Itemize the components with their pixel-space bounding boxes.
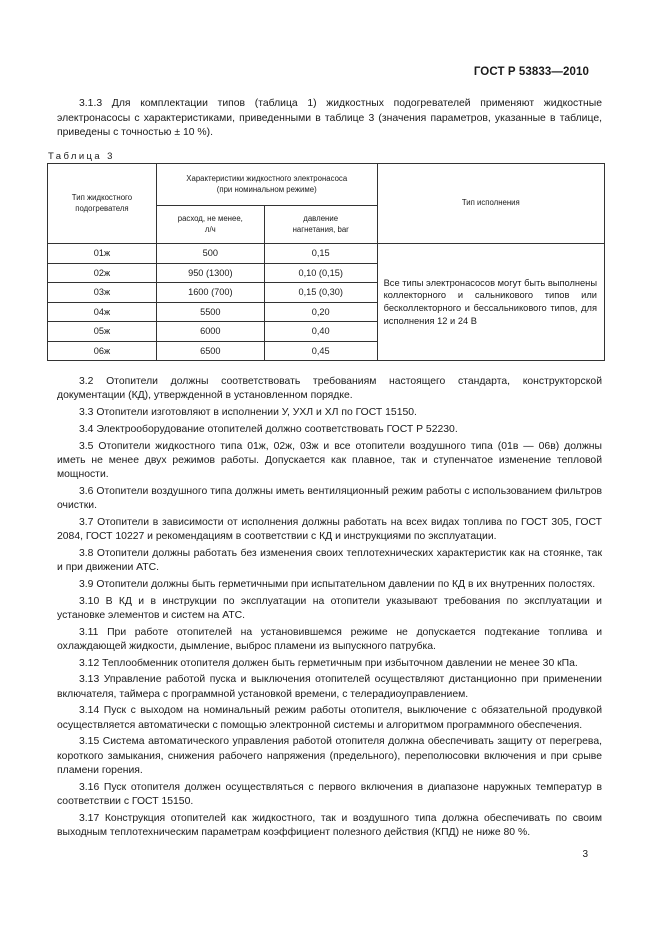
cell-type: 06ж [48,341,157,361]
paragraph-3-5: 3.5 Отопители жидкостного типа 01ж, 02ж, 03ж и все отопители воздушного типа (01в — 06в) должны иметь не менее двух режимов работы. Допускается как плавное, так и ступенчатое изменение тепловой мощности. [57,440,602,480]
col-execution-type: Тип исполнения [377,164,604,244]
cell-type: 03ж [48,283,157,303]
col-heater-type: Тип жидкостного подогревателя [48,164,157,244]
cell-flow: 6000 [156,322,264,342]
page-number: 3 [582,849,588,860]
paragraph-3-8: 3.8 Отопители должны работать без изменения своих теплотехнических характеристик как на стоянке, так и при движении АТС. [57,547,602,573]
paragraph-3-2: 3.2 Отопители должны соответствовать требованиям настоящего стандарта, конструкторской документации (КД), утвержденной в установленном порядке. [57,376,602,402]
cell-pressure: 0,45 [264,341,377,361]
paragraph-3-3: 3.3 Отопители изготовляют в исполнении У, УХЛ и ХЛ по ГОСТ 15150. [79,407,417,418]
paragraph-3-14: 3.14 Пуск с выходом на номинальный режим работы отопителя, выключение с обязательной продувкой осуществляется автоматически с помощью электронной системы и алгоритмом программного обеспечения. [57,705,602,731]
cell-flow: 5500 [156,302,264,322]
paragraph-3-4: 3.4 Электрооборудование отопителей должно соответствовать ГОСТ Р 52230. [79,423,458,435]
cell-flow: 500 [156,244,264,264]
paragraph-3-12: 3.12 Теплообменник отопителя должен быть герметичным при избыточном давлении не менее 30 кПа. [79,657,578,669]
intro-paragraph: 3.1.3 Для комплектации типов (таблица 1) жидкостных подогревателей применяют жидкостные электронасосы с характеристиками, приведенными в таблице 3 (значения параметров, указанные в таблице, приведены с точностью ± 10 %). [57,98,602,139]
paragraph-3-16: 3.16 Пуск отопителя должен осуществляться с первого включения в диапазоне наружных температур в соответствии с ГОСТ 15150. [57,781,602,807]
cell-type: 01ж [48,244,157,264]
cell-pressure: 0,10 (0,15) [264,263,377,283]
table-row [48,244,605,264]
paragraph-3-15: 3.15 Система автоматического управления работой отопителя должна обеспечивать защиту от перегрева, короткого замыкания, снижения рабочего напряжения (предельного), переполюсовки включения и при срыве пламени горения. [57,736,602,776]
document-code: ГОСТ Р 53833—2010 [473,66,589,78]
cell-pressure: 0,15 (0,30) [264,283,377,303]
paragraph-3-10: 3.10 В КД и в инструкции по эксплуатации на отопители указывают требования по эксплуатации и установке элементов и систем на АТС. [57,595,602,621]
paragraph-3-13: 3.13 Управление работой пуска и выключения отопителей осуществляют дистанционно при применении включателя, таймера с программной установкой времени, с телерадиоуправлением. [57,674,602,700]
paragraph-3-7: 3.7 Отопители в зависимости от исполнения должны работать на всех видах топлива по ГОСТ 305, ГОСТ 2084, ГОСТ 10227 и рекомендациям в соответствии с КД и инструкциями по эксплуатации. [57,516,602,542]
cell-type: 04ж [48,302,157,322]
cell-flow: 1600 (700) [156,283,264,303]
paragraph-3-17: 3.17 Конструкция отопителей как жидкостного, так и воздушного типа должна обеспечивать по своим выходным теплотехническим параметрам коэффициент полезного действия (КПД) не ниже 80 %. [57,812,602,838]
col-flow: расход, не менее, л/ч [156,206,264,244]
cell-flow: 6500 [156,341,264,361]
cell-pressure: 0,15 [264,244,377,264]
paragraph-3-6: 3.6 Отопители воздушного типа должны иметь вентиляционный режим работы с использованием фильтров очистки. [57,485,602,511]
table-caption: Таблица 3 [48,151,115,162]
cell-pressure: 0,40 [264,322,377,342]
col-pump-characteristics: Характеристики жидкостного электронасоса (при номинальном режиме) [156,164,377,206]
paragraph-3-11: 3.11 При работе отопителей на установившемся режиме не допускается подтекание топлива и охлаждающей жидкости, дымление, выброс пламени из выпускного патрубка. [57,626,602,652]
paragraph-3-9: 3.9 Отопители должны быть герметичными при испытательном давлении по КД в их внутренних полостях. [79,578,596,590]
cell-type: 05ж [48,322,157,342]
cell-flow: 950 (1300) [156,263,264,283]
col-pressure: давление нагнетания, bar [264,206,377,244]
cell-pressure: 0,20 [264,302,377,322]
cell-type: 02ж [48,263,157,283]
requirements-text [57,375,602,843]
cell-execution-note: Все типы электронасосов могут быть выполнены коллекторного и сальникового типов или бесколлекторного и бессальникового типов, для исполнения 12 и 24 В [377,244,604,361]
pump-characteristics-table [47,163,605,361]
